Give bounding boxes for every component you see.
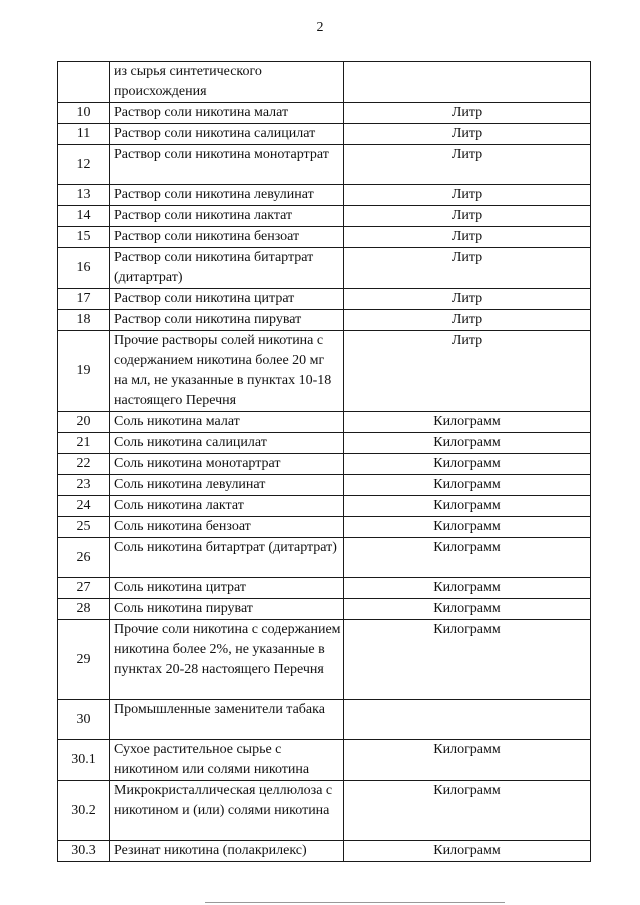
row-number: 29 [58, 620, 110, 700]
row-number: 15 [58, 227, 110, 248]
row-unit: Килограмм [344, 599, 591, 620]
table-row [58, 599, 591, 620]
table-row [58, 62, 591, 103]
row-unit: Килограмм [344, 740, 591, 781]
table-row [58, 145, 591, 185]
row-name: из сырья синтетического происхождения [110, 62, 344, 103]
row-unit: Литр [344, 124, 591, 145]
table-row [58, 433, 591, 454]
row-number: 13 [58, 185, 110, 206]
row-number: 30.3 [58, 841, 110, 862]
row-number: 20 [58, 412, 110, 433]
row-name: Соль никотина пируват [110, 599, 344, 620]
table-row [58, 781, 591, 841]
row-number [58, 62, 110, 103]
row-unit: Литр [344, 331, 591, 412]
row-unit: Килограмм [344, 433, 591, 454]
row-unit: Килограмм [344, 454, 591, 475]
table-row [58, 475, 591, 496]
table-row [58, 841, 591, 862]
page-number: 2 [316, 20, 324, 35]
row-name: Раствор соли никотина левулинат [110, 185, 344, 206]
row-name: Соль никотина салицилат [110, 433, 344, 454]
row-name: Раствор соли никотина битартрат (дитартрат) [110, 248, 344, 289]
row-number: 30.1 [58, 740, 110, 781]
row-name: Соль никотина левулинат [110, 475, 344, 496]
row-name: Сухое растительное сырье с никотином или солями никотина [110, 740, 344, 781]
row-name: Резинат никотина (полакрилекс) [110, 841, 344, 862]
row-number: 19 [58, 331, 110, 412]
row-name: Прочие растворы солей никотина с содержанием никотина более 20 мг на мл, не указанные в пунктах 10-18 настоящего Перечня [110, 331, 344, 412]
table-row [58, 496, 591, 517]
row-unit: Килограмм [344, 475, 591, 496]
table-row [58, 248, 591, 289]
table-row [58, 517, 591, 538]
row-name: Раствор соли никотина монотартрат [110, 145, 344, 185]
row-unit [344, 700, 591, 740]
row-unit: Литр [344, 103, 591, 124]
row-number: 25 [58, 517, 110, 538]
row-number: 18 [58, 310, 110, 331]
row-name: Микрокристаллическая целлюлоза с никотином и (или) солями никотина [110, 781, 344, 841]
table-row [58, 124, 591, 145]
row-name: Соль никотина малат [110, 412, 344, 433]
row-name: Раствор соли никотина салицилат [110, 124, 344, 145]
row-number: 22 [58, 454, 110, 475]
row-name: Раствор соли никотина малат [110, 103, 344, 124]
row-unit: Килограмм [344, 620, 591, 700]
items-table [57, 61, 591, 862]
row-number: 26 [58, 538, 110, 578]
row-name: Соль никотина лактат [110, 496, 344, 517]
row-name: Соль никотина монотартрат [110, 454, 344, 475]
row-number: 27 [58, 578, 110, 599]
table-row [58, 289, 591, 310]
row-unit: Килограмм [344, 538, 591, 578]
row-name: Промышленные заменители табака [110, 700, 344, 740]
row-number: 11 [58, 124, 110, 145]
row-unit: Литр [344, 248, 591, 289]
table-row [58, 310, 591, 331]
row-number: 24 [58, 496, 110, 517]
row-name: Соль никотина цитрат [110, 578, 344, 599]
row-unit: Литр [344, 145, 591, 185]
row-unit: Килограмм [344, 517, 591, 538]
row-name: Раствор соли никотина цитрат [110, 289, 344, 310]
table-row [58, 227, 591, 248]
row-unit [344, 62, 591, 103]
row-number: 28 [58, 599, 110, 620]
row-unit: Килограмм [344, 412, 591, 433]
row-number: 10 [58, 103, 110, 124]
row-number: 30.2 [58, 781, 110, 841]
row-name: Соль никотина бензоат [110, 517, 344, 538]
row-number: 12 [58, 145, 110, 185]
table-row [58, 538, 591, 578]
row-unit: Килограмм [344, 578, 591, 599]
row-unit: Литр [344, 227, 591, 248]
table-row [58, 331, 591, 412]
table-row [58, 412, 591, 433]
row-unit: Килограмм [344, 841, 591, 862]
row-name: Раствор соли никотина лактат [110, 206, 344, 227]
row-unit: Литр [344, 289, 591, 310]
row-unit: Литр [344, 185, 591, 206]
table-row [58, 206, 591, 227]
row-unit: Литр [344, 206, 591, 227]
row-unit: Литр [344, 310, 591, 331]
scan-edge-line [205, 902, 505, 903]
table-row [58, 620, 591, 700]
table-row [58, 740, 591, 781]
table-row [58, 185, 591, 206]
row-number: 21 [58, 433, 110, 454]
row-name: Раствор соли никотина пируват [110, 310, 344, 331]
row-number: 23 [58, 475, 110, 496]
row-name: Прочие соли никотина с содержанием никотина более 2%, не указанные в пунктах 20-28 настоящего Перечня [110, 620, 344, 700]
row-unit: Килограмм [344, 781, 591, 841]
table-row [58, 103, 591, 124]
table-row [58, 454, 591, 475]
row-number: 14 [58, 206, 110, 227]
row-unit: Килограмм [344, 496, 591, 517]
row-number: 30 [58, 700, 110, 740]
row-name: Раствор соли никотина бензоат [110, 227, 344, 248]
table-row [58, 700, 591, 740]
table-row [58, 578, 591, 599]
row-number: 17 [58, 289, 110, 310]
row-number: 16 [58, 248, 110, 289]
row-name: Соль никотина битартрат (дитартрат) [110, 538, 344, 578]
